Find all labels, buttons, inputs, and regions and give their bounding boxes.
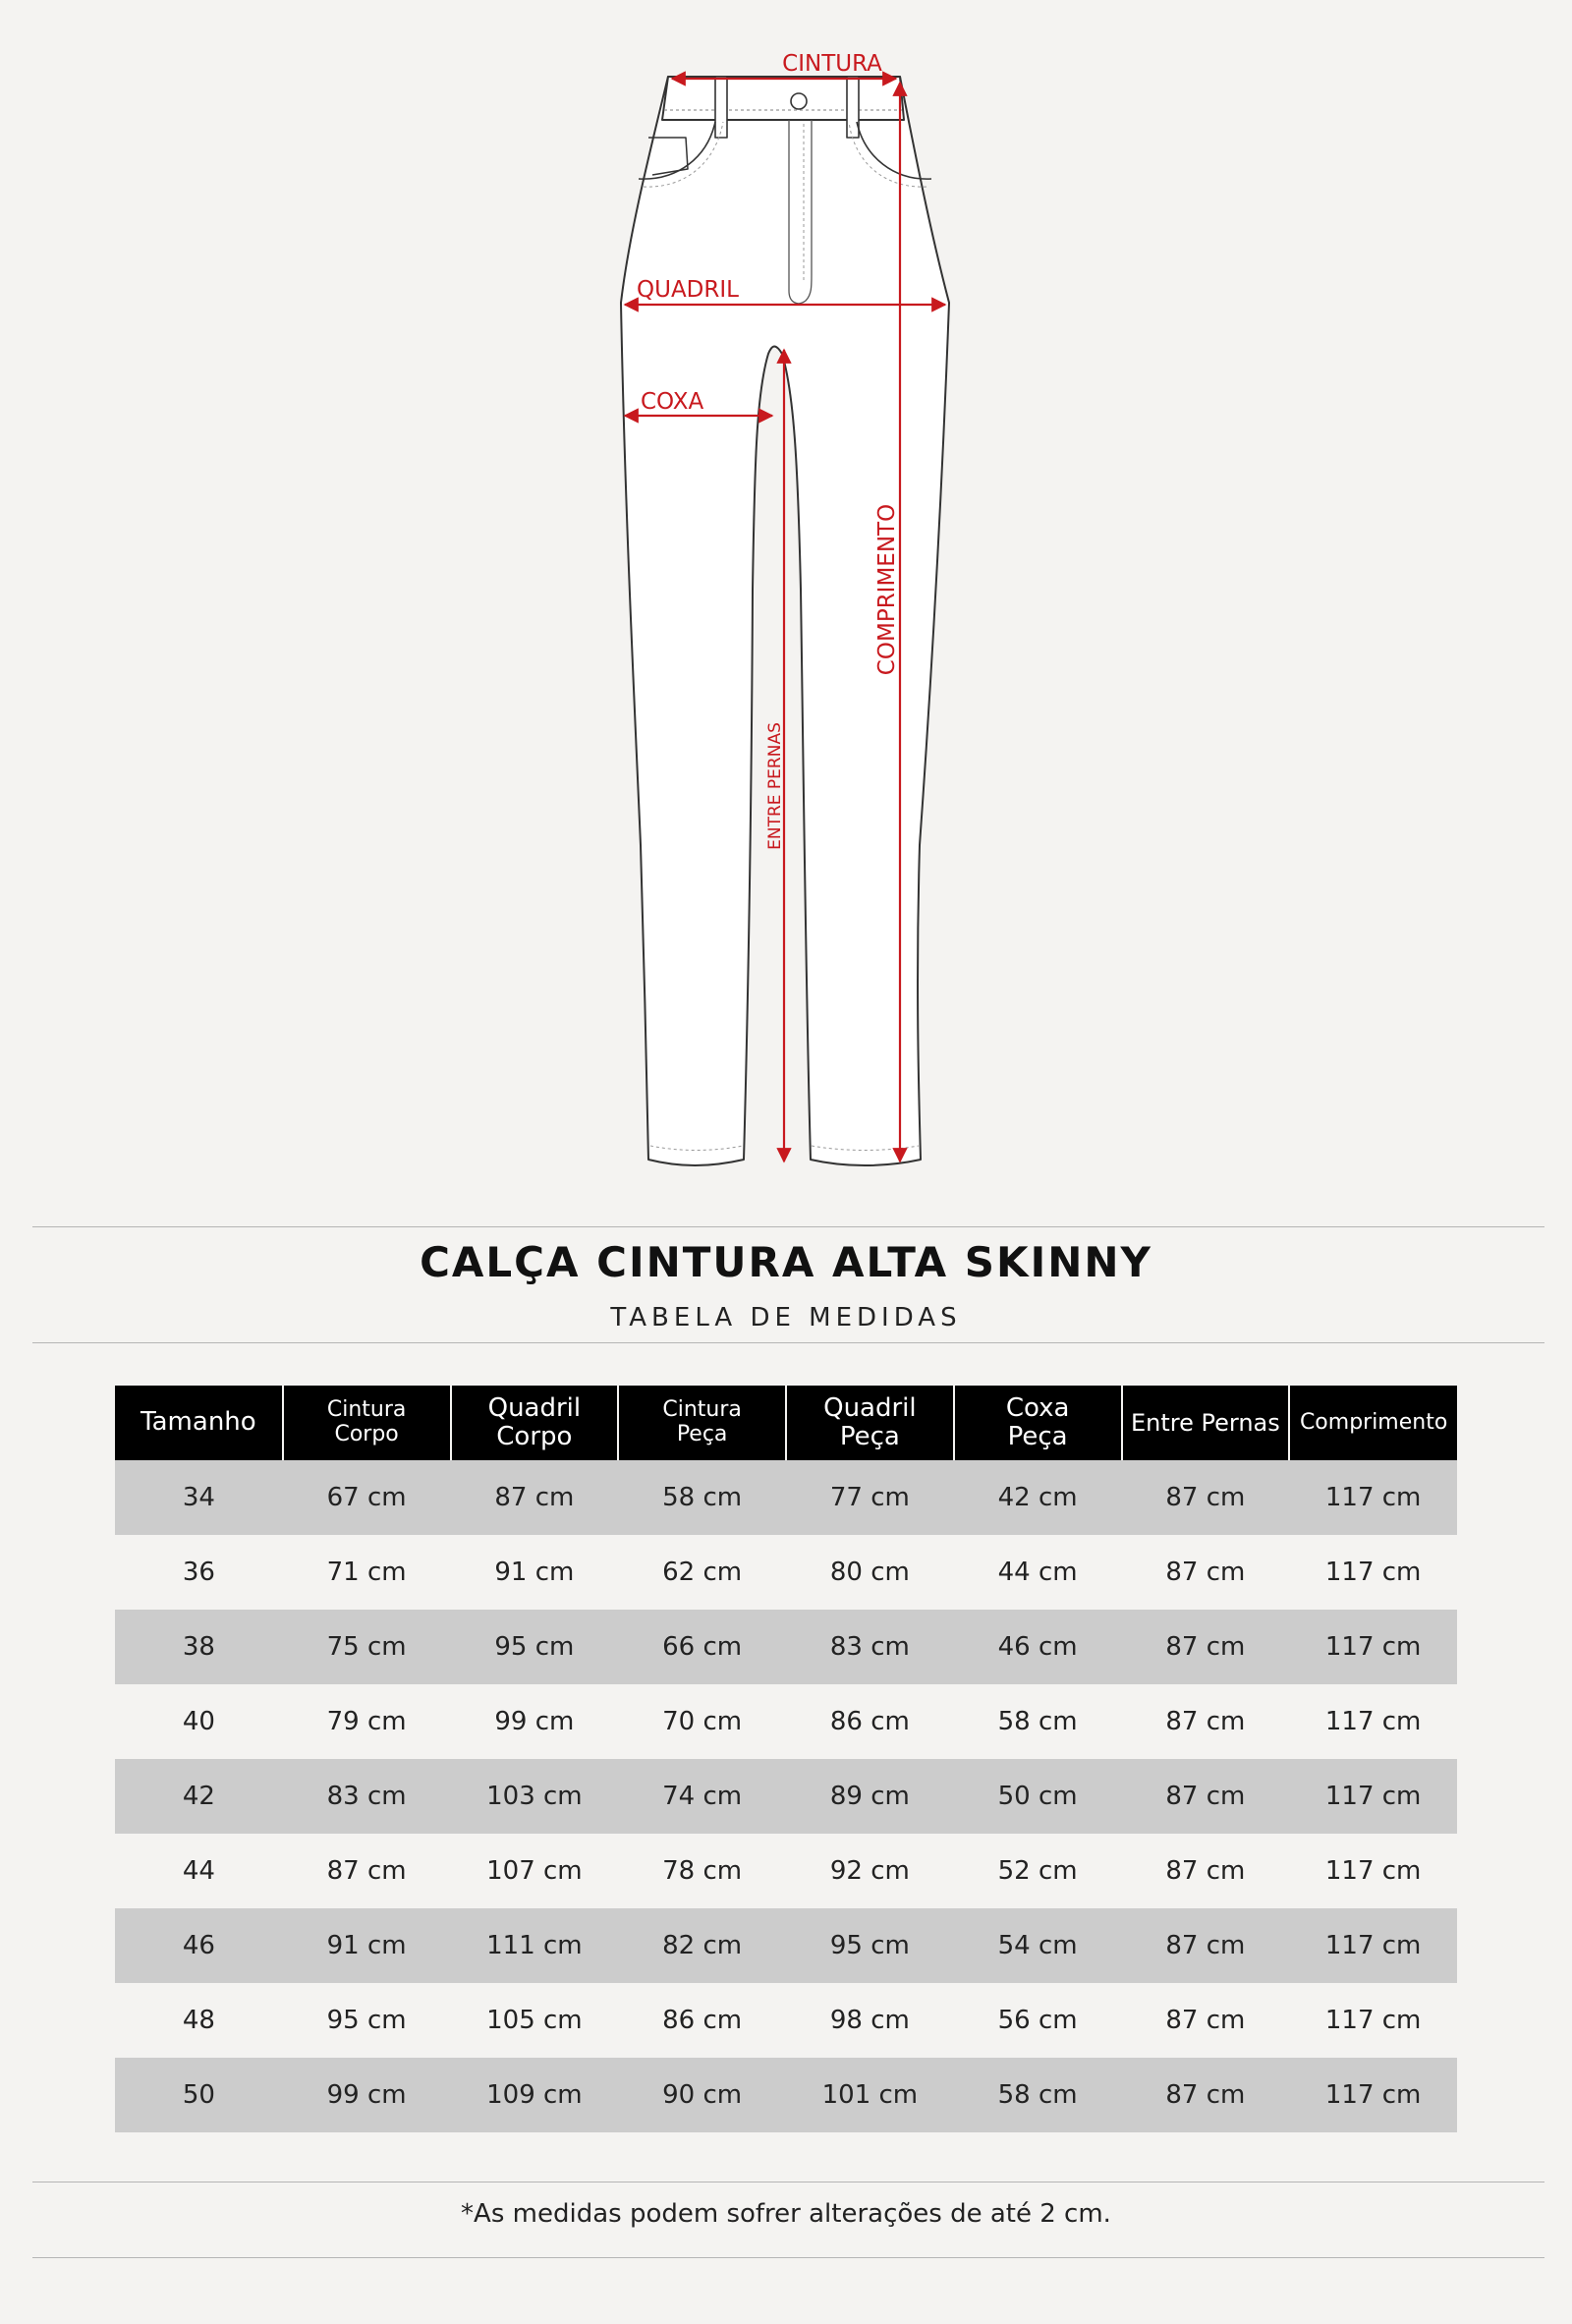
cell-cintura-corpo: 83 cm <box>283 1759 451 1834</box>
cell-cintura-peca: 70 cm <box>618 1684 786 1759</box>
cell-size: 36 <box>115 1535 283 1610</box>
divider-top <box>32 1226 1544 1227</box>
header-entre-pernas: Entre Pernas <box>1122 1386 1290 1460</box>
cell-comprimento: 117 cm <box>1289 1535 1457 1610</box>
cell-quadril-corpo: 111 cm <box>451 1908 619 1983</box>
cell-coxa-peca: 46 cm <box>954 1610 1122 1684</box>
cell-cintura-corpo: 71 cm <box>283 1535 451 1610</box>
cell-entre-pernas: 87 cm <box>1122 1908 1290 1983</box>
table-row <box>115 1535 1457 1610</box>
cell-entre-pernas: 87 cm <box>1122 1759 1290 1834</box>
cell-entre-pernas: 87 cm <box>1122 1834 1290 1908</box>
cell-size: 44 <box>115 1834 283 1908</box>
cell-coxa-peca: 44 cm <box>954 1535 1122 1610</box>
table-row <box>115 2058 1457 2132</box>
table-row <box>115 1908 1457 1983</box>
cell-quadril-corpo: 95 cm <box>451 1610 619 1684</box>
cell-size: 48 <box>115 1983 283 2058</box>
cell-quadril-corpo: 99 cm <box>451 1684 619 1759</box>
length-label: COMPRIMENTO <box>874 503 900 676</box>
cell-coxa-peca: 52 cm <box>954 1834 1122 1908</box>
cell-entre-pernas: 87 cm <box>1122 1684 1290 1759</box>
cell-comprimento: 117 cm <box>1289 1759 1457 1834</box>
cell-cintura-corpo: 79 cm <box>283 1684 451 1759</box>
divider-bottom <box>32 2257 1544 2258</box>
table-row <box>115 1460 1457 1535</box>
cell-cintura-peca: 66 cm <box>618 1610 786 1684</box>
table-row <box>115 1610 1457 1684</box>
cell-entre-pernas: 87 cm <box>1122 2058 1290 2132</box>
table-row <box>115 1983 1457 2058</box>
cell-cintura-peca: 78 cm <box>618 1834 786 1908</box>
cell-comprimento: 117 cm <box>1289 1610 1457 1684</box>
cell-quadril-corpo: 105 cm <box>451 1983 619 2058</box>
cell-size: 46 <box>115 1908 283 1983</box>
cell-cintura-peca: 74 cm <box>618 1759 786 1834</box>
header-cintura-corpo: Cintura Corpo <box>283 1386 451 1460</box>
cell-cintura-corpo: 67 cm <box>283 1460 451 1535</box>
cell-quadril-peca: 89 cm <box>786 1759 954 1834</box>
header-quadril-peca: Quadril Peça <box>786 1386 954 1460</box>
cell-comprimento: 117 cm <box>1289 2058 1457 2132</box>
cell-coxa-peca: 54 cm <box>954 1908 1122 1983</box>
cell-entre-pernas: 87 cm <box>1122 1610 1290 1684</box>
waist-measure <box>672 51 896 79</box>
cell-cintura-peca: 90 cm <box>618 2058 786 2132</box>
cell-cintura-corpo: 87 cm <box>283 1834 451 1908</box>
cell-quadril-peca: 86 cm <box>786 1684 954 1759</box>
cell-quadril-corpo: 87 cm <box>451 1460 619 1535</box>
cell-cintura-peca: 86 cm <box>618 1983 786 2058</box>
table-row <box>115 1684 1457 1759</box>
cell-quadril-peca: 95 cm <box>786 1908 954 1983</box>
cell-quadril-peca: 77 cm <box>786 1460 954 1535</box>
cell-coxa-peca: 58 cm <box>954 2058 1122 2132</box>
cell-cintura-corpo: 75 cm <box>283 1610 451 1684</box>
cell-quadril-peca: 80 cm <box>786 1535 954 1610</box>
cell-cintura-corpo: 91 cm <box>283 1908 451 1983</box>
waist-label: CINTURA <box>782 51 882 77</box>
cell-coxa-peca: 56 cm <box>954 1983 1122 2058</box>
cell-quadril-peca: 101 cm <box>786 2058 954 2132</box>
cell-cintura-peca: 82 cm <box>618 1908 786 1983</box>
cell-quadril-corpo: 91 cm <box>451 1535 619 1610</box>
header-coxa-peca: Coxa Peça <box>954 1386 1122 1460</box>
thigh-label: COXA <box>641 389 704 415</box>
cell-cintura-corpo: 99 cm <box>283 2058 451 2132</box>
cell-quadril-corpo: 107 cm <box>451 1834 619 1908</box>
header-cintura-peca: Cintura Peça <box>618 1386 786 1460</box>
cell-comprimento: 117 cm <box>1289 1834 1457 1908</box>
cell-comprimento: 117 cm <box>1289 1684 1457 1759</box>
table-header-row <box>115 1386 1457 1460</box>
cell-cintura-peca: 58 cm <box>618 1460 786 1535</box>
cell-quadril-corpo: 103 cm <box>451 1759 619 1834</box>
header-quadril-corpo: Quadril Corpo <box>451 1386 619 1460</box>
cell-coxa-peca: 50 cm <box>954 1759 1122 1834</box>
cell-quadril-corpo: 109 cm <box>451 2058 619 2132</box>
product-title: CALÇA CINTURA ALTA SKINNY <box>420 1238 1152 1286</box>
table-subtitle: TABELA DE MEDIDAS <box>610 1303 962 1332</box>
cell-entre-pernas: 87 cm <box>1122 1460 1290 1535</box>
cell-coxa-peca: 42 cm <box>954 1460 1122 1535</box>
cell-size: 34 <box>115 1460 283 1535</box>
inseam-label: ENTRE PERNAS <box>765 722 785 850</box>
cell-size: 40 <box>115 1684 283 1759</box>
hip-label: QUADRIL <box>637 277 739 303</box>
cell-quadril-peca: 92 cm <box>786 1834 954 1908</box>
header-comprimento: Comprimento <box>1289 1386 1457 1460</box>
table-row <box>115 1834 1457 1908</box>
cell-comprimento: 117 cm <box>1289 1908 1457 1983</box>
cell-entre-pernas: 87 cm <box>1122 1535 1290 1610</box>
size-chart-table <box>115 1386 1457 2132</box>
cell-cintura-peca: 62 cm <box>618 1535 786 1610</box>
cell-entre-pernas: 87 cm <box>1122 1983 1290 2058</box>
inseam-measure <box>765 350 785 1162</box>
cell-comprimento: 117 cm <box>1289 1983 1457 2058</box>
cell-size: 50 <box>115 2058 283 2132</box>
divider-under-title <box>32 1342 1544 1343</box>
cell-coxa-peca: 58 cm <box>954 1684 1122 1759</box>
cell-size: 42 <box>115 1759 283 1834</box>
footnote: *As medidas podem sofrer alterações de até 2 cm. <box>461 2199 1111 2229</box>
table-row <box>115 1759 1457 1834</box>
cell-size: 38 <box>115 1610 283 1684</box>
cell-cintura-corpo: 95 cm <box>283 1983 451 2058</box>
header-tamanho: Tamanho <box>115 1386 283 1460</box>
cell-quadril-peca: 83 cm <box>786 1610 954 1684</box>
cell-comprimento: 117 cm <box>1289 1460 1457 1535</box>
cell-quadril-peca: 98 cm <box>786 1983 954 2058</box>
